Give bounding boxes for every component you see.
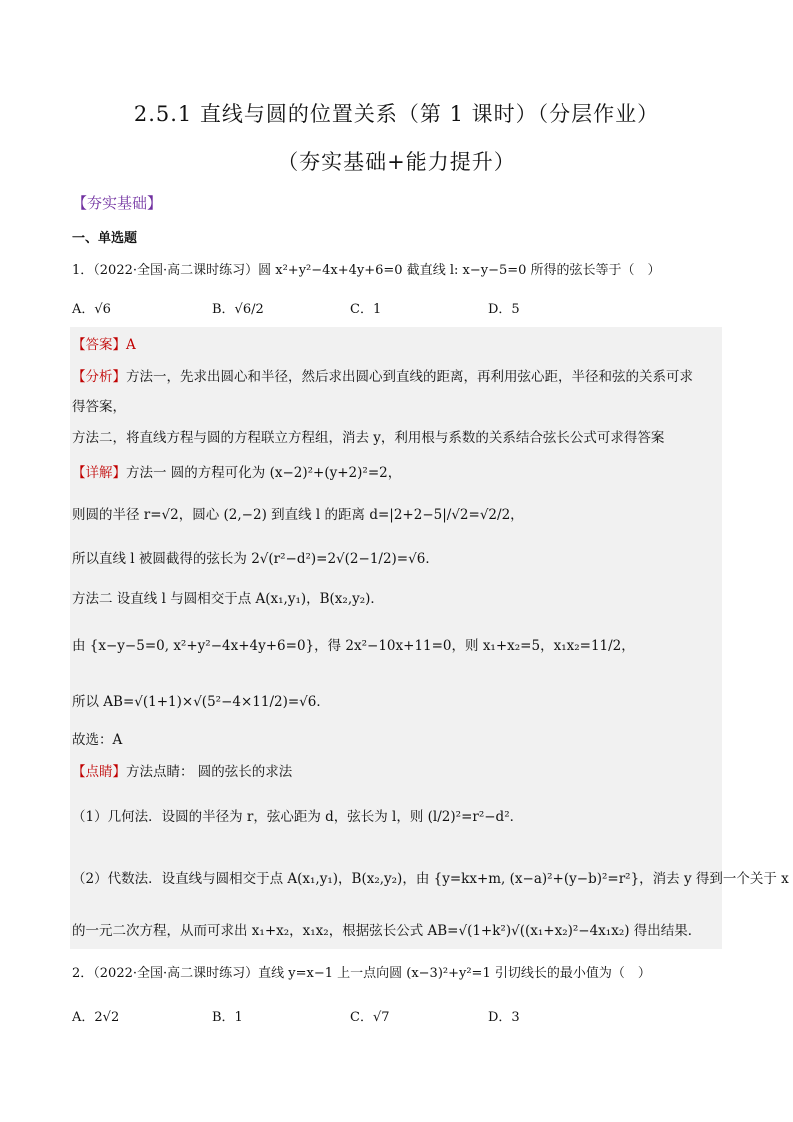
analysis-tag: 【分析】: [72, 369, 126, 385]
point-line-1: 方法点睛： 圆的弦长的求法: [126, 764, 293, 780]
option-a: A．2√2: [72, 1010, 120, 1025]
analysis-line-3: 方法二，将直线方程与圆的方程联立方程组，消去 y，利用根与系数的关系结合弦长公式可求得答案: [72, 430, 665, 446]
question-2-stem: 2．（2022·全国·高二课时练习）直线 y=x−1 上一点向圆 (x−3)²+y²=1 引切线长的最小值为（ ）: [72, 966, 651, 981]
point-line-3: （2）代数法．设直线与圆相交于点 A(x₁,y₁)，B(x₂,y₂)，由 {y=kx+m, (x−a)²+(y−b)²=r²}，消去 y 得到一个关于 x: [72, 871, 789, 887]
option-c: C．1: [350, 302, 382, 317]
analysis-line-1: 方法一，先求出圆心和半径，然后求出圆心到直线的距离，再利用弦心距，半径和弦的关系可求: [126, 369, 693, 385]
question-2-options: [72, 1006, 732, 1036]
subsection-heading: 一、单选题: [72, 231, 138, 246]
section-heading: 【夯实基础】: [72, 194, 163, 212]
option-d: D．5: [488, 302, 520, 317]
point-line-2: （1）几何法．设圆的半径为 r，弦心距为 d，弦长为 l，则 (l/2)²=r²−d²．: [72, 809, 524, 825]
page-title: 2.5.1 直线与圆的位置关系（第 1 课时）（分层作业）: [133, 102, 660, 126]
point-tag: 【点睛】: [72, 764, 126, 780]
solution-box: [70, 327, 789, 949]
detail-line-4: 方法二 设直线 l 与圆相交于点 A(x₁,y₁)，B(x₂,y₂)．: [72, 591, 384, 607]
answer-tag: 【答案】: [72, 337, 126, 353]
question-1-options: [72, 298, 732, 328]
answer-value: A: [126, 337, 136, 353]
analysis-line-2: 得答案，: [72, 399, 126, 415]
option-c: C．√7: [350, 1010, 390, 1025]
detail-line-7: 故选：A: [72, 732, 123, 748]
detail-tag: 【详解】: [72, 465, 126, 481]
detail-line-2: 则圆的半径 r=√2，圆心 (2,−2) 到直线 l 的距离 d=|2+2−5|/√2=√2/2，: [72, 507, 524, 523]
option-d: D．3: [488, 1010, 520, 1025]
option-a: A．√6: [72, 302, 111, 317]
option-b: B．1: [212, 1010, 243, 1025]
detail-line-5: 由 {x−y−5=0, x²+y²−4x+4y+6=0}，得 2x²−10x+11=0，则 x₁+x₂=5，x₁x₂=11/2，: [72, 638, 635, 654]
detail-line-3: 所以直线 l 被圆截得的弦长为 2√(r²−d²)=2√(2−1/2)=√6．: [72, 551, 439, 567]
page-subtitle: （夯实基础+能力提升）: [277, 150, 516, 174]
option-b: B．√6/2: [212, 302, 264, 317]
question-1-stem: 1．（2022·全国·高二课时练习）圆 x²+y²−4x+4y+6=0 截直线 l: x−y−5=0 所得的弦长等于（ ）: [72, 263, 661, 278]
detail-line-6: 所以 AB=√(1+1)×√(5²−4×11/2)=√6．: [72, 694, 330, 710]
detail-line-1: 方法一 圆的方程可化为 (x−2)²+(y+2)²=2，: [126, 465, 402, 481]
point-line-4: 的一元二次方程，从而可求出 x₁+x₂，x₁x₂，根据弦长公式 AB=√(1+k²)√((x₁+x₂)²−4x₁x₂) 得出结果．: [72, 923, 702, 939]
